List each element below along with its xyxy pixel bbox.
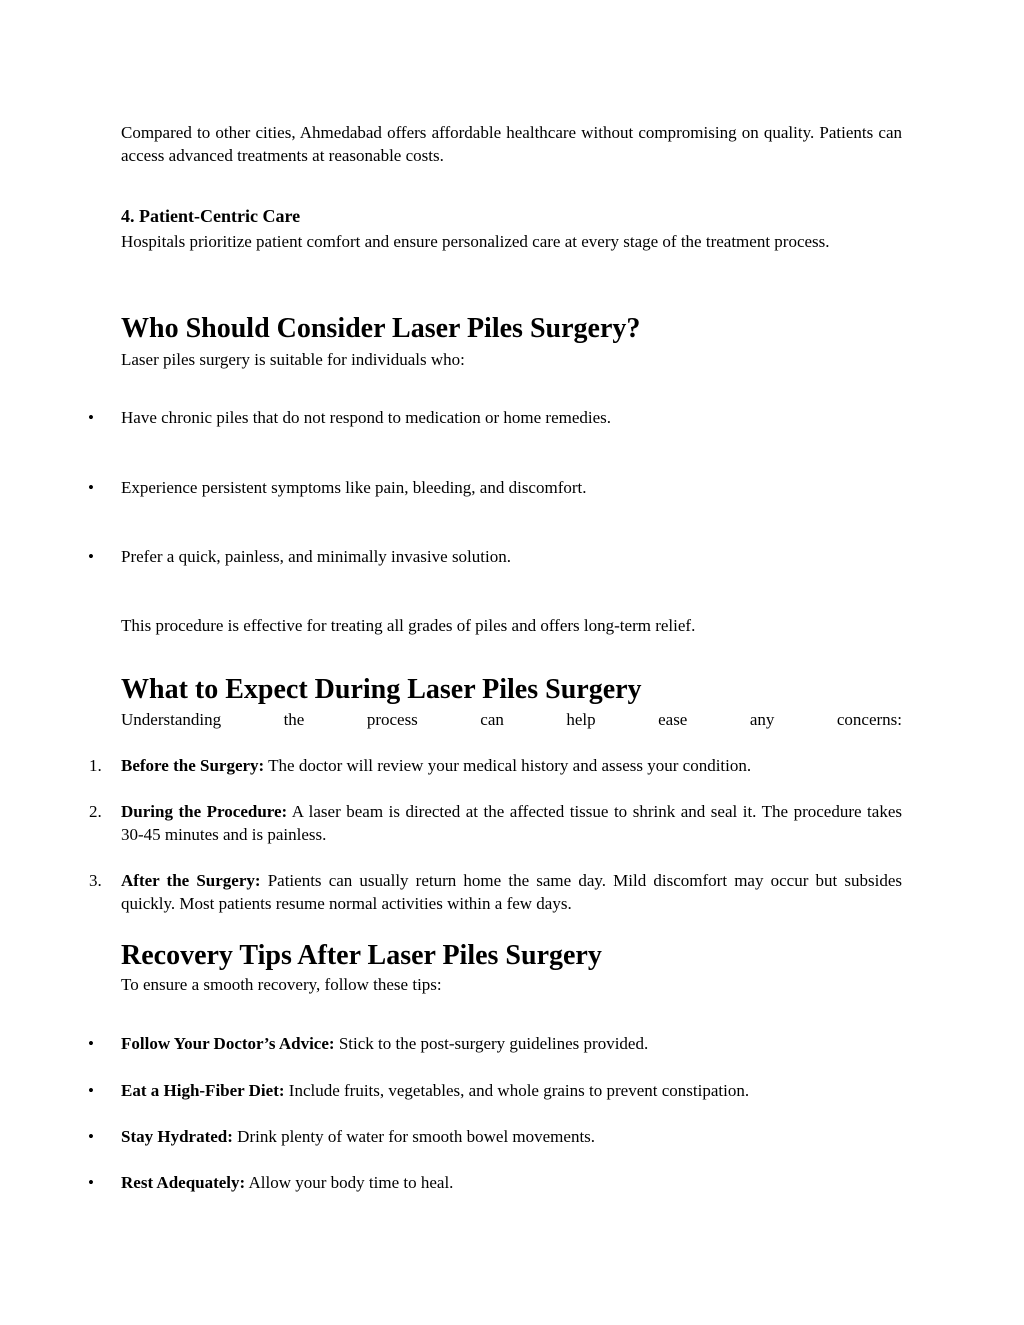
what-to-expect-intro: Understanding the process can help ease any concerns: xyxy=(121,710,902,729)
list-item xyxy=(0,1032,1024,1056)
bullet-icon: • xyxy=(88,408,94,427)
item-number: 1. xyxy=(89,756,102,775)
item-body: A laser beam is directed at the affected tissue to shrink and seal it. The procedure takes 30-45 minutes and is painless. xyxy=(121,802,902,844)
bullet-icon: • xyxy=(88,1127,94,1146)
list-item-text: Experience persistent symptoms like pain, bleeding, and discomfort. xyxy=(121,478,587,497)
list-item-text: Prefer a quick, painless, and minimally invasive solution. xyxy=(121,547,511,566)
what-to-expect-heading: What to Expect During Laser Piles Surgery xyxy=(121,674,642,705)
list-item xyxy=(0,545,1024,569)
patient-centric-heading: 4. Patient-Centric Care xyxy=(121,206,301,226)
who-should-heading: Who Should Consider Laser Piles Surgery? xyxy=(121,313,641,344)
item-label: Before the Surgery: xyxy=(121,756,265,775)
bullet-icon: • xyxy=(88,547,94,566)
item-label: Rest Adequately: xyxy=(121,1173,246,1192)
item-number: 2. xyxy=(89,802,102,821)
bullet-icon: • xyxy=(88,1173,94,1192)
who-should-intro: Laser piles surgery is suitable for individuals who: xyxy=(121,350,465,369)
list-item xyxy=(0,1125,1024,1149)
list-item-text xyxy=(121,1032,902,1055)
item-body: Stick to the post-surgery guidelines provided. xyxy=(334,1034,649,1053)
recovery-tips-heading: Recovery Tips After Laser Piles Surgery xyxy=(121,940,602,971)
list-item-text: Have chronic piles that do not respond to medication or home remedies. xyxy=(121,408,612,427)
item-label: Stay Hydrated: xyxy=(121,1127,233,1146)
patient-centric-text: Hospitals prioritize patient comfort and ensure personalized care at every stage of the treatment process. xyxy=(121,232,830,251)
who-should-closing: This procedure is effective for treating all grades of piles and offers long-term relief. xyxy=(121,616,696,635)
item-label: During the Procedure: xyxy=(121,802,288,821)
intro-paragraph: Compared to other cities, Ahmedabad offers affordable healthcare without compromising on quality. Patients can access advanced treatments at reasonable costs. xyxy=(121,123,902,165)
numbered-item xyxy=(0,869,1024,913)
item-text xyxy=(121,800,902,846)
bullet-icon: • xyxy=(88,478,94,497)
item-label: Follow Your Doctor’s Advice: xyxy=(121,1034,335,1053)
item-body: Allow your body time to heal. xyxy=(245,1173,454,1192)
list-item-text xyxy=(121,1079,902,1102)
item-text xyxy=(121,754,902,777)
list-item xyxy=(0,1079,1024,1103)
numbered-item xyxy=(0,800,1024,844)
item-body: Include fruits, vegetables, and whole grains to prevent constipation. xyxy=(284,1081,750,1100)
item-number: 3. xyxy=(89,871,102,890)
numbered-item xyxy=(0,754,1024,778)
list-item-text xyxy=(121,1171,902,1194)
item-body: The doctor will review your medical history and assess your condition. xyxy=(264,756,752,775)
recovery-tips-intro: To ensure a smooth recovery, follow these tips: xyxy=(121,975,442,994)
bullet-icon: • xyxy=(88,1034,94,1053)
item-label: Eat a High-Fiber Diet: xyxy=(121,1081,285,1100)
item-label: After the Surgery: xyxy=(121,871,261,890)
bullet-icon: • xyxy=(88,1081,94,1100)
list-item xyxy=(0,406,1024,430)
list-item xyxy=(0,1171,1024,1195)
item-body: Patients can usually return home the same day. Mild discomfort may occur but subsides quickly. Most patients resume normal activities within a few days. xyxy=(121,871,902,913)
list-item-text xyxy=(121,1125,902,1148)
item-body: Drink plenty of water for smooth bowel movements. xyxy=(232,1127,596,1146)
item-text xyxy=(121,869,902,915)
list-item xyxy=(0,476,1024,500)
